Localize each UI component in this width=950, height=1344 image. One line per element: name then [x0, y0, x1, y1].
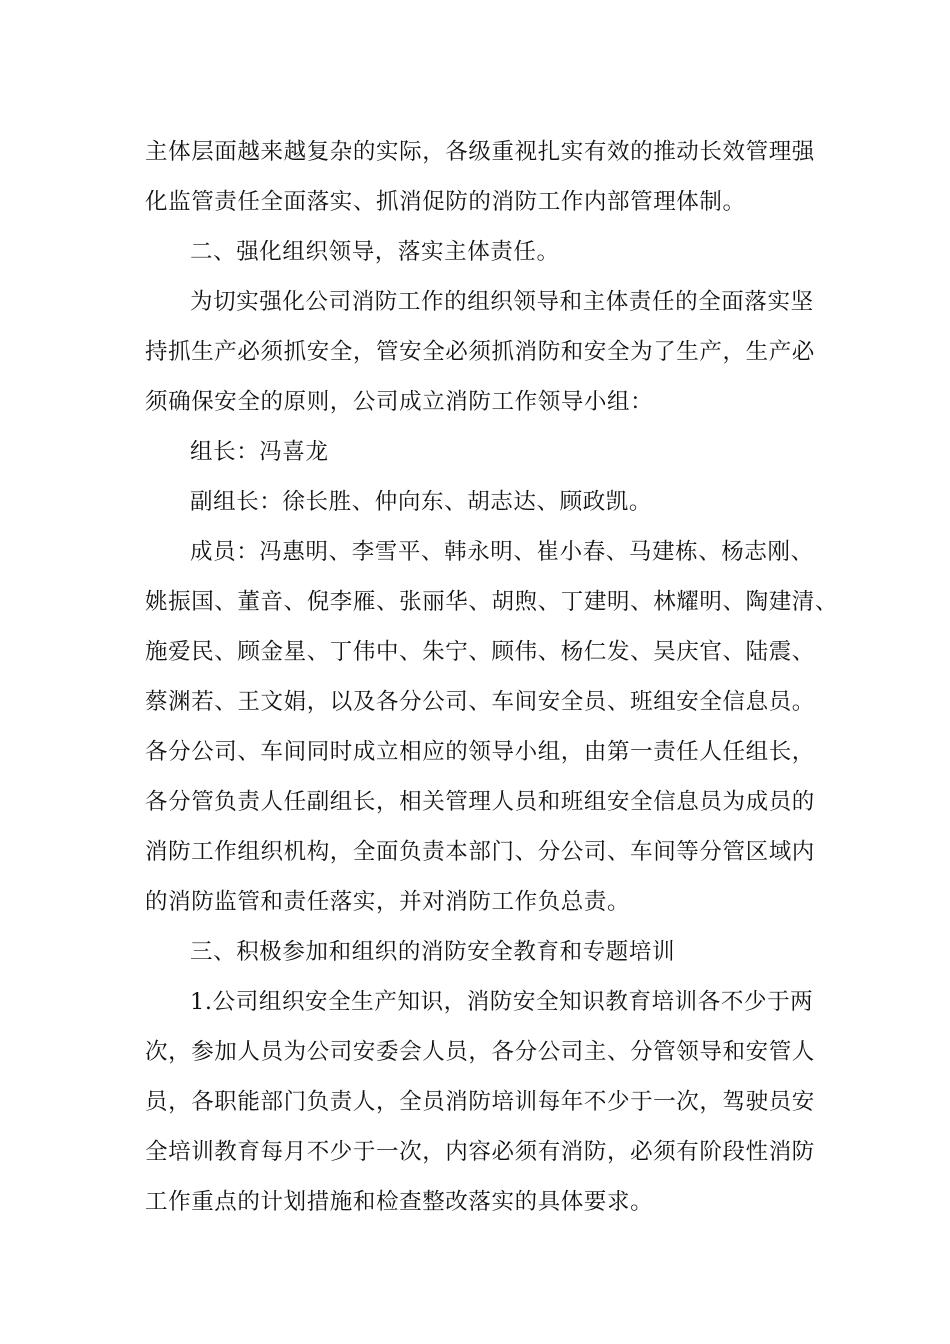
text-line: 员，各职能部门负责人，全员消防培训每年不少于一次，驾驶员安	[145, 1089, 815, 1115]
text-line: 姚振国、董音、倪李雁、张丽华、胡煦、丁建明、林耀明、陶建清、	[145, 589, 839, 615]
text-line: 为切实强化公司消防工作的组织领导和主体责任的全面落实坚	[190, 289, 814, 315]
text-line: 化监管责任全面落实、抓消促防的消防工作内部管理体制。	[145, 189, 746, 215]
section-heading: 三、积极参加和组织的消防安全教育和专题培训	[190, 939, 676, 965]
text-line: 各分管负责人任副组长，相关管理人员和班组安全信息员为成员的	[145, 789, 815, 815]
text-line: 1.公司组织安全生产知识，消防安全知识教育培训各不少于两	[190, 989, 814, 1015]
text-line: 须确保安全的原则，公司成立消防工作领导小组：	[145, 389, 654, 415]
text-line: 副组长：徐长胜、仲向东、胡志达、顾政凯。	[190, 489, 653, 515]
text-line: 各分公司、车间同时成立相应的领导小组，由第一责任人任组长，	[145, 739, 815, 765]
text-line: 组长：冯喜龙	[190, 439, 329, 465]
text-line: 持抓生产必须抓安全，管安全必须抓消防和安全为了生产，生产必	[145, 339, 815, 365]
text-line: 施爱民、顾金星、丁伟中、朱宁、顾伟、杨仁发、吴庆官、陆震、	[145, 639, 815, 665]
text-line: 次，参加人员为公司安委会人员，各分公司主、分管领导和安管人	[145, 1039, 815, 1065]
text-line: 主体层面越来越复杂的实际，各级重视扎实有效的推动长效管理强	[145, 139, 815, 165]
text-line: 成员：冯惠明、李雪平、韩永明、崔小春、马建栋、杨志刚、	[190, 539, 814, 565]
text-line: 全培训教育每月不少于一次，内容必须有消防，必须有阶段性消防	[145, 1139, 815, 1165]
text-line: 消防工作组织机构，全面负责本部门、分公司、车间等分管区域内	[145, 839, 815, 865]
section-heading: 二、强化组织领导，落实主体责任。	[190, 239, 560, 265]
text-line: 蔡渊若、王文娟，以及各分公司、车间安全员、班组安全信息员。	[145, 689, 815, 715]
text-line: 工作重点的计划措施和检查整改落实的具体要求。	[145, 1189, 654, 1215]
text-line: 的消防监管和责任落实，并对消防工作负总责。	[145, 889, 631, 915]
